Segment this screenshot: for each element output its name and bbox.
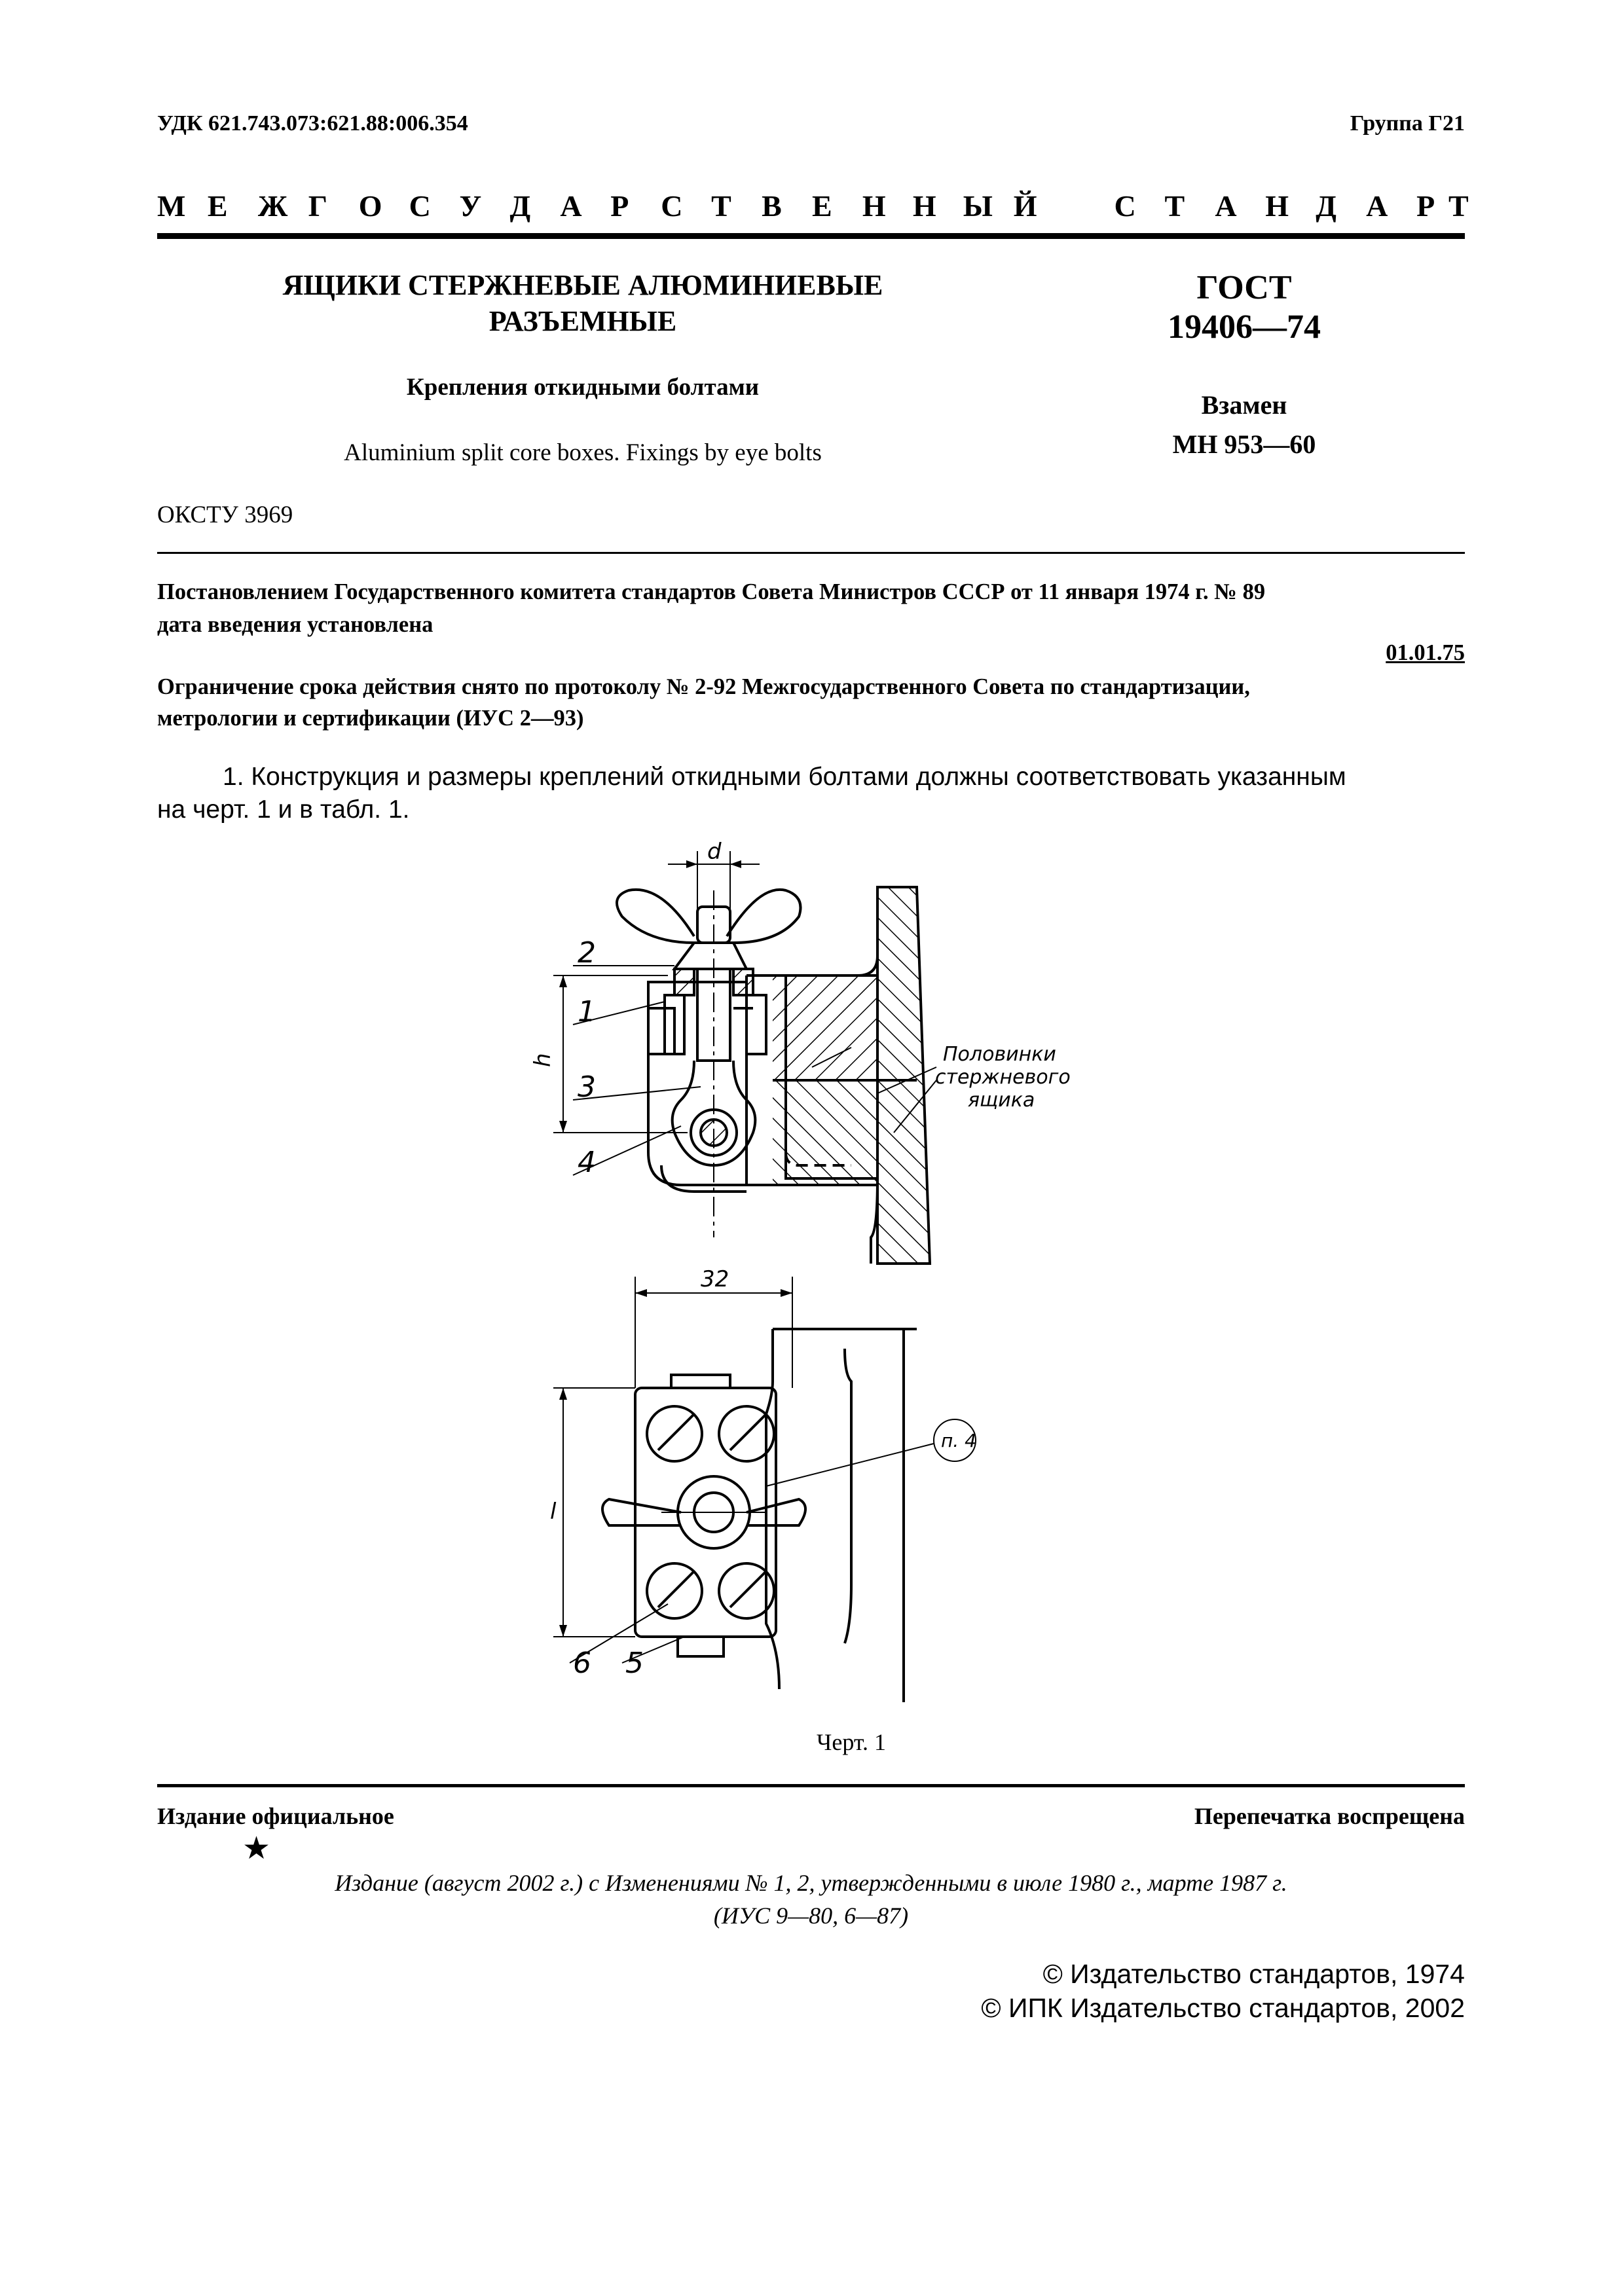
limit-line-2: метрологии и сертификации (ИУС 2—93) xyxy=(157,706,584,731)
dim-d: d xyxy=(707,839,722,865)
copyright-1974: © Издательство стандартов, 1974 xyxy=(1042,1959,1465,1989)
introduction-date: 01.01.75 xyxy=(1386,640,1465,665)
okstu-code: ОКСТУ 3969 xyxy=(157,501,293,528)
dim-l: l xyxy=(550,1499,557,1525)
banner-letter: Д xyxy=(509,189,531,223)
dim-h: h xyxy=(530,1053,556,1067)
banner-letter: С xyxy=(1114,189,1136,223)
banner-letter: Р xyxy=(1416,189,1435,223)
banner-letter: Й xyxy=(1013,189,1037,223)
edition-line-2: (ИУС 9—80, 6—87) xyxy=(713,1903,909,1929)
banner-letter: У xyxy=(459,189,482,223)
gost-label: ГОСТ xyxy=(1196,269,1292,306)
decree-line-1: Постановлением Государственного комитета стандартов Совета Министров СССР от 11 января 1974 г. № 89 xyxy=(157,579,1266,604)
banner-letter: Т xyxy=(1448,189,1469,223)
banner-letter: Т xyxy=(711,189,731,223)
halves-label-2: стержневого xyxy=(935,1066,1071,1089)
banner-letter: С xyxy=(661,189,683,223)
banner-letter: А xyxy=(1215,189,1237,223)
banner-letter: Ж xyxy=(257,189,288,223)
pos-4: 4 xyxy=(578,1146,596,1179)
banner-letter: Н xyxy=(1265,189,1289,223)
banner-letter: М xyxy=(157,189,186,223)
footer-rule xyxy=(157,1784,1465,1787)
subtitle: Крепления откидными болтами xyxy=(406,374,760,401)
banner-letter: Д xyxy=(1316,189,1336,223)
banner-letter: А xyxy=(1366,189,1388,223)
banner-letter: Т xyxy=(1164,189,1185,223)
banner-letter: О xyxy=(358,189,382,223)
halves-label-1: Половинки xyxy=(943,1043,1056,1066)
pos-2: 2 xyxy=(578,936,596,970)
banner-letter: Е xyxy=(812,189,832,223)
title-rule xyxy=(157,552,1465,554)
drawing-1 xyxy=(511,818,1071,1709)
paragraph-1-line-1: 1. Конструкция и размеры креплений откидными болтами должны соответствовать указанным xyxy=(223,763,1346,791)
group-code: Группа Г21 xyxy=(1350,111,1465,136)
banner-interstate-standard xyxy=(157,189,1467,228)
banner-letter: С xyxy=(409,189,431,223)
decree-line-2: дата введения установлена xyxy=(157,612,433,637)
paragraph-1-line-2: на черт. 1 и в табл. 1. xyxy=(157,795,410,824)
english-title: Aluminium split core boxes. Fixings by eye bolts xyxy=(344,439,822,466)
note-ref: п. 4 xyxy=(941,1430,976,1451)
banner-rule xyxy=(157,233,1465,239)
banner-letter: Н xyxy=(862,189,886,223)
reprint-prohibited: Перепечатка воспрещена xyxy=(1194,1803,1465,1829)
pos-1: 1 xyxy=(578,995,596,1029)
copyright-2002: © ИПК Издательство стандартов, 2002 xyxy=(981,1993,1465,2023)
banner-letter: В xyxy=(762,189,782,223)
banner-letter: Ы xyxy=(963,189,993,223)
banner-letter: Г xyxy=(308,189,328,223)
replaces-label: Взамен xyxy=(1201,390,1287,420)
pos-3: 3 xyxy=(578,1070,596,1104)
box-wall xyxy=(877,887,930,1264)
gost-number: 19406—74 xyxy=(1168,308,1321,346)
banner-letter: Р xyxy=(610,189,629,223)
official-edition: Издание официальное xyxy=(157,1803,394,1829)
dim-32: 32 xyxy=(701,1266,729,1292)
banner-letter: Н xyxy=(912,189,936,223)
replaces-number: МН 953—60 xyxy=(1172,429,1316,459)
limit-line-1: Ограничение срока действия снято по протоколу № 2-92 Межгосударственного Совета по стандартизации, xyxy=(157,674,1250,699)
pos-5: 5 xyxy=(625,1647,644,1680)
banner-letter: А xyxy=(560,189,582,223)
drawing-caption: Черт. 1 xyxy=(817,1729,886,1755)
halves-label-3: ящика xyxy=(968,1089,1035,1112)
title-line-1: ЯЩИКИ СТЕРЖНЕВЫЕ АЛЮМИНИЕВЫЕ xyxy=(282,269,883,301)
edition-line-1: Издание (август 2002 г.) с Изменениями № 1, 2, утвержденными в июле 1980 г., марте 1987 г. xyxy=(335,1870,1287,1896)
star-icon: ★ xyxy=(242,1830,271,1867)
title-line-2: РАЗЪЕМНЫЕ xyxy=(488,305,677,337)
pos-6: 6 xyxy=(573,1647,591,1680)
udc-code: УДК 621.743.073:621.88:006.354 xyxy=(157,111,468,136)
banner-letter: Е xyxy=(207,189,228,223)
